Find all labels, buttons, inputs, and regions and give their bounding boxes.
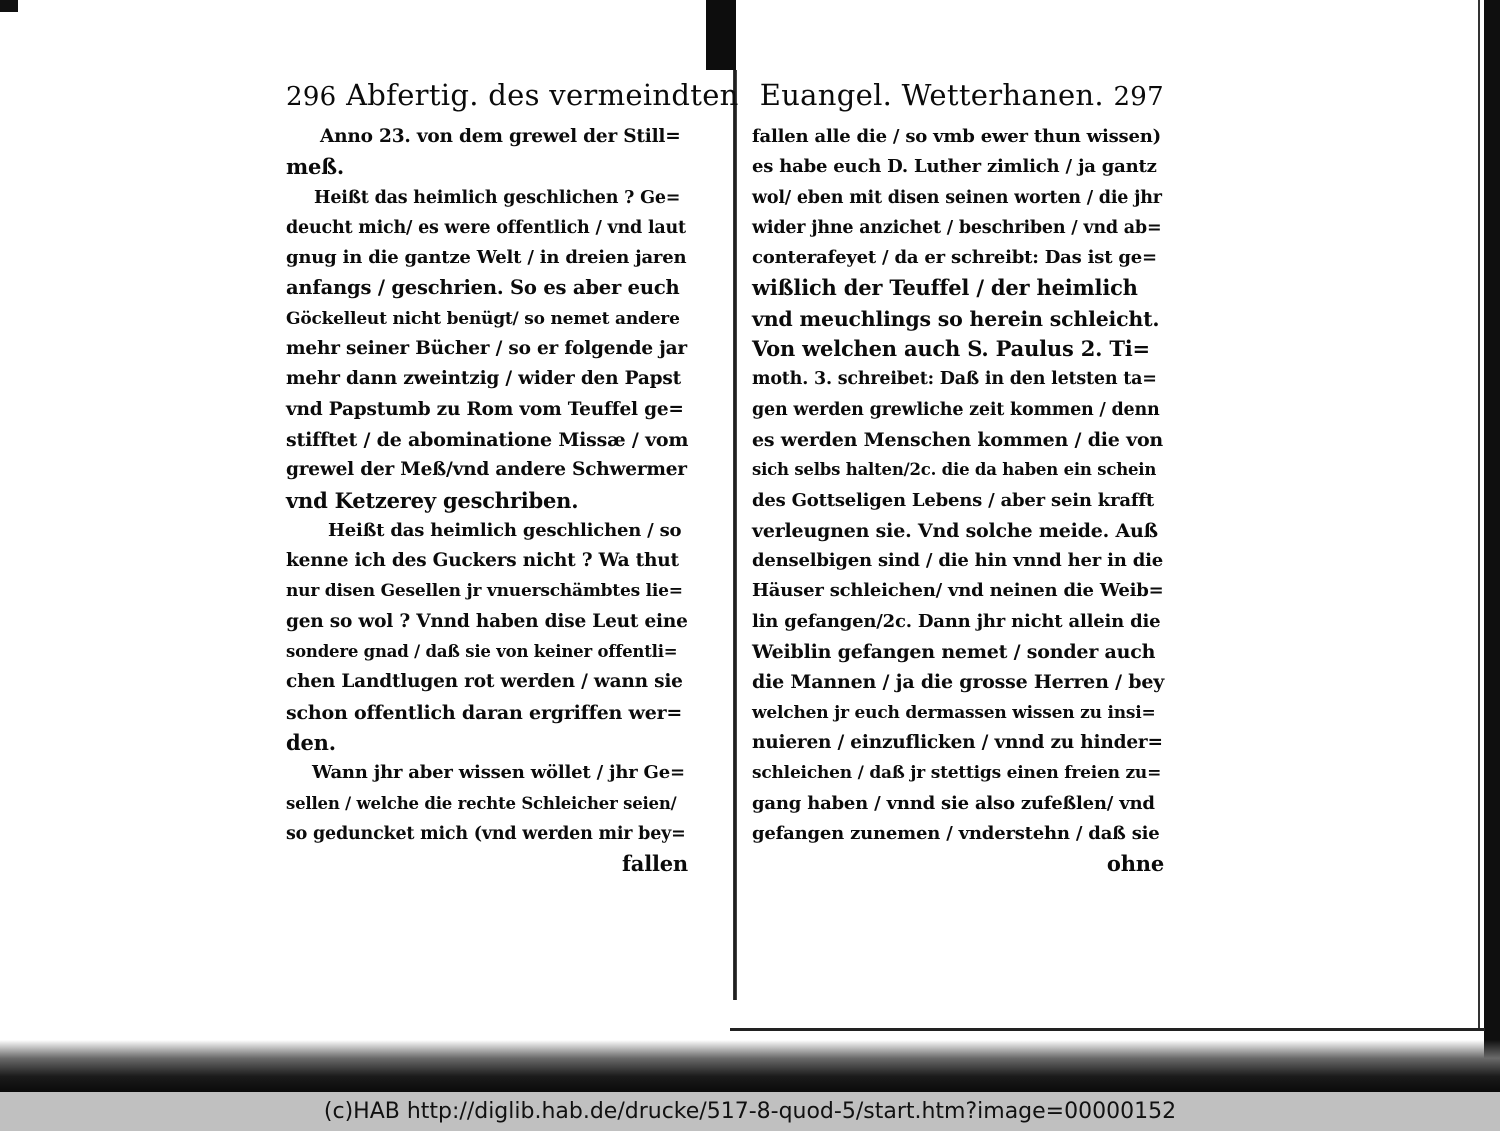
text-line: conterafeyet / da er schreibt: Das ist ge= xyxy=(752,247,1157,269)
text-line: stifftet / de abominatione Missæ / vom xyxy=(286,428,689,451)
scan-edge-top-left xyxy=(0,0,18,12)
text-line: gnug in die gantze Welt / in dreien jaren xyxy=(286,247,687,269)
right-page-number: 297 xyxy=(1113,82,1164,112)
text-line: Heißt das heimlich geschlichen ? Ge= xyxy=(314,187,681,208)
left-page-header xyxy=(286,78,739,122)
text-line: vnd Ketzerey geschriben. xyxy=(286,487,579,513)
text-line: nuieren / einzuflicken / vnnd zu hinder= xyxy=(752,731,1163,753)
text-line: wißlich der Teuffel / der heimlich xyxy=(752,275,1138,301)
text-line: die Mannen / ja die grosse Herren / bey xyxy=(752,671,1165,694)
right-page-bottom-edge xyxy=(730,1028,1485,1031)
text-line: sich selbs halten/2c. die da haben ein schein xyxy=(752,460,1157,480)
text-line: denselbigen sind / die hin vnnd her in die xyxy=(752,550,1163,572)
text-line: sellen / welche die rechte Schleicher seien/ xyxy=(286,793,677,813)
left-page-text xyxy=(286,122,688,879)
text-line: wider jhne anzichet / beschriben / vnd ab= xyxy=(752,217,1162,238)
text-line: gen werden grewliche zeit kommen / denn xyxy=(752,399,1160,420)
text-line: Anno 23. von dem grewel der Still= xyxy=(320,126,681,147)
book-spine-top xyxy=(706,0,736,70)
text-line: gefangen zunemen / vnderstehn / daß sie xyxy=(752,822,1160,844)
text-line: Heißt das heimlich geschlichen / so xyxy=(328,519,682,541)
text-line: vnd Papstumb zu Rom vom Teuffel ge= xyxy=(286,398,684,420)
text-line: des Gottseligen Lebens / aber sein krafft xyxy=(752,489,1155,511)
text-line: Häuser schleichen/ vnd neinen die Weib= xyxy=(752,580,1164,602)
copyright-footer xyxy=(0,1092,1500,1131)
left-page-number: 296 xyxy=(286,82,337,112)
text-line: gen so wol ? Vnnd haben dise Leut eine xyxy=(286,610,688,632)
text-line: meß. xyxy=(286,154,345,180)
text-line: so geduncket mich (vnd werden mir bey= xyxy=(286,823,686,844)
text-line: lin gefangen/2c. Dann jhr nicht allein die xyxy=(752,610,1161,632)
copyright-url-text[interactable]: (c)HAB http://diglib.hab.de/drucke/517-8-quod-5/start.htm?image=00000152 xyxy=(323,1099,1177,1124)
right-page-edge-line xyxy=(1478,0,1480,1030)
text-line: grewel der Meß/vnd andere Schwermer xyxy=(286,459,687,481)
text-line: deucht mich/ es were offentlich / vnd laut xyxy=(286,217,686,238)
right-running-head: Euangel. Wetterhanen. xyxy=(759,78,1104,112)
text-line: schon offentlich daran ergriffen wer= xyxy=(286,701,683,724)
right-page-text xyxy=(752,122,1164,879)
right-page-header xyxy=(752,78,1164,122)
text-line: sondere gnad / daß sie von keiner offentli= xyxy=(286,642,678,662)
text-line: den. xyxy=(286,729,336,755)
text-line: verleugnen sie. Vnd solche meide. Auß xyxy=(752,519,1158,542)
right-page xyxy=(752,78,1164,879)
scan-bottom-shadow xyxy=(0,1040,1500,1092)
text-line: anfangs / geschrien. So es aber euch xyxy=(286,276,680,300)
text-line: Wann jhr aber wissen wöllet / jhr Ge= xyxy=(312,762,685,784)
text-line: welchen jr euch dermassen wissen zu insi= xyxy=(752,702,1156,723)
left-page xyxy=(286,78,739,879)
text-line: Weiblin gefangen nemet / sonder auch xyxy=(752,641,1156,664)
text-line: gang haben / vnnd sie also zufeßlen/ vnd xyxy=(752,792,1155,814)
text-line: Von welchen auch S. Paulus 2. Ti= xyxy=(752,336,1150,362)
text-line: mehr seiner Bücher / so er folgende jar xyxy=(286,338,687,360)
text-line: schleichen / daß jr stettigs einen freien zu= xyxy=(752,763,1162,784)
scan-edge-right xyxy=(1484,0,1500,1092)
text-line: Göckelleut nicht benügt/ so nemet andere xyxy=(286,308,680,329)
book-gutter-line xyxy=(733,70,737,1000)
text-line: kenne ich des Guckers nicht ? Wa thut xyxy=(286,550,679,572)
text-line: mehr dann zweintzig / wider den Papst xyxy=(286,368,681,390)
text-line: es werden Menschen kommen / die von xyxy=(752,428,1164,451)
left-running-head: Abfertig. des vermeindten xyxy=(346,78,739,112)
text-line: fallen xyxy=(621,851,688,877)
text-line: wol/ eben mit disen seinen worten / die jhr xyxy=(752,187,1162,208)
text-line: chen Landtlugen rot werden / wann sie xyxy=(286,671,683,693)
text-line: nur disen Gesellen jr vnuerschämbtes lie= xyxy=(286,581,683,602)
text-line: vnd meuchlings so herein schleicht. xyxy=(752,306,1160,331)
text-line: es habe euch D. Luther zimlich / ja gantz xyxy=(752,156,1157,178)
text-line: moth. 3. schreibet: Daß in den letsten ta= xyxy=(752,369,1157,390)
text-line: fallen alle die / so vmb ewer thun wissen) xyxy=(752,126,1161,147)
text-line: ohne xyxy=(1106,851,1164,877)
